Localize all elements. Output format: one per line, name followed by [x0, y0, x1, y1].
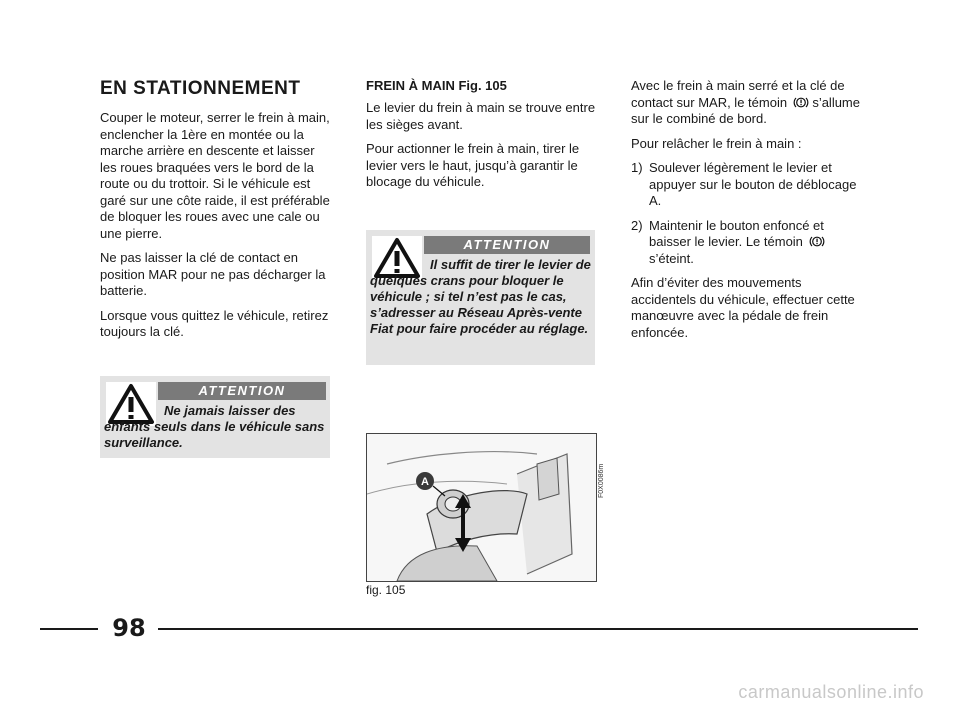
- footer-rule-left: [40, 628, 98, 630]
- release-steps: [631, 160, 863, 267]
- step-text: Maintenir le bouton enfoncé et baisser le levier. Le témoin: [649, 217, 824, 249]
- list-item: [631, 218, 863, 268]
- intro-text: Avec le frein à main serré et la clé de contact sur MAR, le témoin: [631, 78, 845, 110]
- watermark: carmanualsonline.info: [738, 682, 924, 702]
- page-number: 98: [112, 614, 146, 642]
- paragraph: Ne pas laisser la clé de contact en position MAR pour ne pas décharger la batterie.: [100, 250, 326, 298]
- handbrake-illustration: [367, 434, 596, 581]
- footer-rule-right: [158, 628, 918, 630]
- section-title-handbrake: [366, 78, 596, 94]
- brake-warning-light-icon: [809, 235, 825, 248]
- intro-text-end: s’allume sur le combiné de bord.: [631, 94, 860, 126]
- step-text: Soulever légèrement le levier et appuyer sur le bouton de déblocage A.: [649, 160, 857, 208]
- paragraph: Pour actionner le frein à main, tirer le levier vers le haut, jusqu’à garantir le blocage du véhicule.: [366, 141, 580, 189]
- handbrake-title: FREIN À MAIN: [366, 78, 455, 93]
- figure-code: [596, 440, 606, 500]
- fig-reference: Fig. 105: [458, 78, 507, 93]
- warning-box-adjustment: [366, 230, 595, 365]
- paragraph: Lorsque vous quittez le véhicule, retirez toujours la clé.: [100, 307, 329, 339]
- figure-code-text: F0X0086m: [598, 463, 605, 498]
- column-handbrake: [366, 78, 596, 199]
- warning-label: ATTENTION: [158, 382, 326, 400]
- figure-handbrake: [366, 433, 597, 582]
- paragraph-closing: Afin d’éviter des mouvements accidentels du véhicule, effectuer cette manœuvre avec la pédale de frein enfoncée.: [631, 275, 855, 340]
- step-number: 1): [631, 160, 643, 175]
- brake-warning-light-icon: [793, 96, 809, 109]
- column-parking: [100, 78, 332, 349]
- paragraph-intro: [631, 78, 863, 128]
- release-title: Pour relâcher le frein à main :: [631, 135, 802, 151]
- figure-caption: fig. 105: [366, 583, 406, 597]
- callout-a: A: [421, 476, 429, 488]
- paragraph: Le levier du frein à main se trouve entre les sièges avant.: [366, 100, 596, 132]
- column-release: [631, 78, 863, 349]
- warning-text: Il suffit de tirer le levier de quelques crans pour bloquer le véhicule ; si tel n’est pas le cas, s’adresser au Réseau Après-vente Fiat pour faire procéder au réglage.: [370, 257, 591, 336]
- step-number: 2): [631, 217, 643, 233]
- list-item: [631, 160, 863, 210]
- paragraph: Couper le moteur, serrer le frein à main, enclencher la 1ère en montée ou la marche arrière en descente et laisser les roues braquées vers le bord de la route ou du trottoir. Si le véhicule est garé sur une côte raide, il est préférable de bloquer les roues avec une cale ou une pierre.: [100, 110, 330, 241]
- warning-box-children: [100, 376, 330, 458]
- step-text-end: s’éteint.: [649, 250, 694, 266]
- section-title-parking: EN STATIONNEMENT: [100, 78, 301, 99]
- warning-label: ATTENTION: [424, 236, 590, 254]
- warning-text: Ne jamais laisser des enfants seuls dans le véhicule sans surveillance.: [104, 403, 325, 450]
